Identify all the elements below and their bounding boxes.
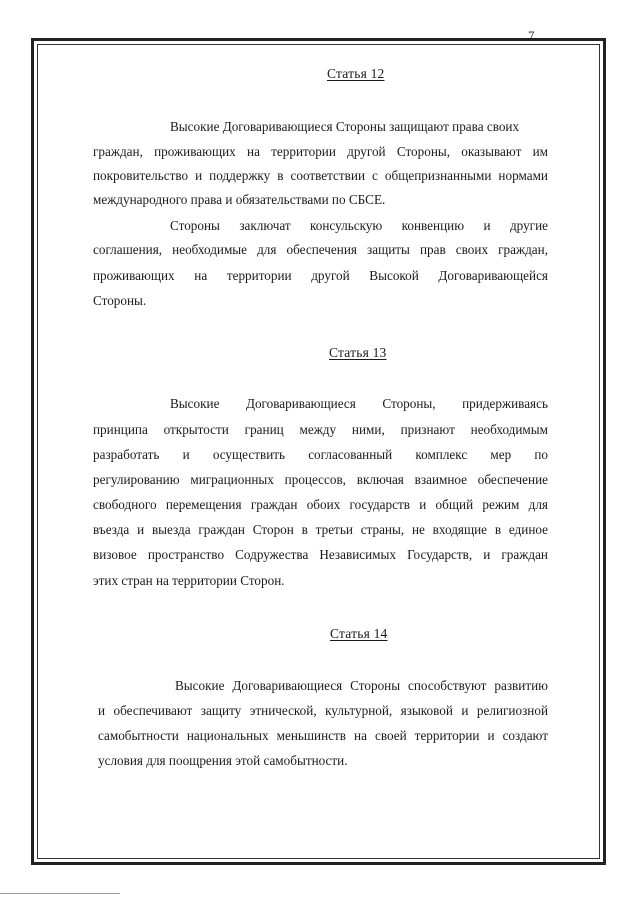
article-14-line: условия для поощрения этой самобытности. (98, 753, 348, 768)
article-12-line: Стороны заключат консульскую конвенцию и другие (170, 218, 548, 233)
article-12-line: Стороны. (93, 293, 147, 308)
article-12-line: международного права и обязательствами по СБСЕ. (93, 192, 386, 207)
article-12-line: граждан, проживающих на территории другой Стороны, оказывают им (93, 144, 548, 159)
article-12-heading: Статья 12 (327, 66, 385, 81)
article-12-line: Высокие Договаривающиеся Стороны защищают права своих (170, 119, 520, 134)
article-12-line: покровительство и поддержку в соответствии с общепризнанными нормами (93, 168, 548, 183)
footer-rule (0, 893, 120, 894)
article-14-line: Высокие Договаривающиеся Стороны способствуют развитию (175, 678, 548, 693)
article-13-line: принципа открытости границ между ними, признают необходимым (93, 422, 548, 437)
article-12-line: соглашения, необходимые для обеспечения защиты прав своих граждан, (93, 242, 548, 257)
article-12-line: проживающих на территории другой Высокой Договаривающейся (93, 268, 548, 283)
article-14-line: и обеспечивают защиту этнической, культурной, языковой и религиозной (98, 703, 548, 718)
article-13-line: визовое пространство Содружества Независимых Государств, и граждан (93, 547, 548, 562)
article-14-line: самобытности национальных меньшинств на своей территории и создают (98, 728, 548, 743)
article-13-line: въезда и выезда граждан Сторон в третьи страны, не входящие в единое (93, 522, 548, 537)
article-13-line: разработать и осуществить согласованный комплекс мер по (93, 447, 548, 462)
article-13-line: Высокие Договаривающиеся Стороны, придерживаясь (170, 396, 548, 411)
article-13-line: регулированию миграционных процессов, включая взаимное обеспечение (93, 472, 548, 487)
article-13-heading: Статья 13 (329, 345, 387, 360)
article-14-heading: Статья 14 (330, 626, 388, 641)
page-number: 7 (528, 28, 535, 43)
article-13-line: свободного перемещения граждан обоих государств и общий режим для (93, 497, 548, 512)
article-13-line: этих стран на территории Сторон. (93, 573, 285, 588)
